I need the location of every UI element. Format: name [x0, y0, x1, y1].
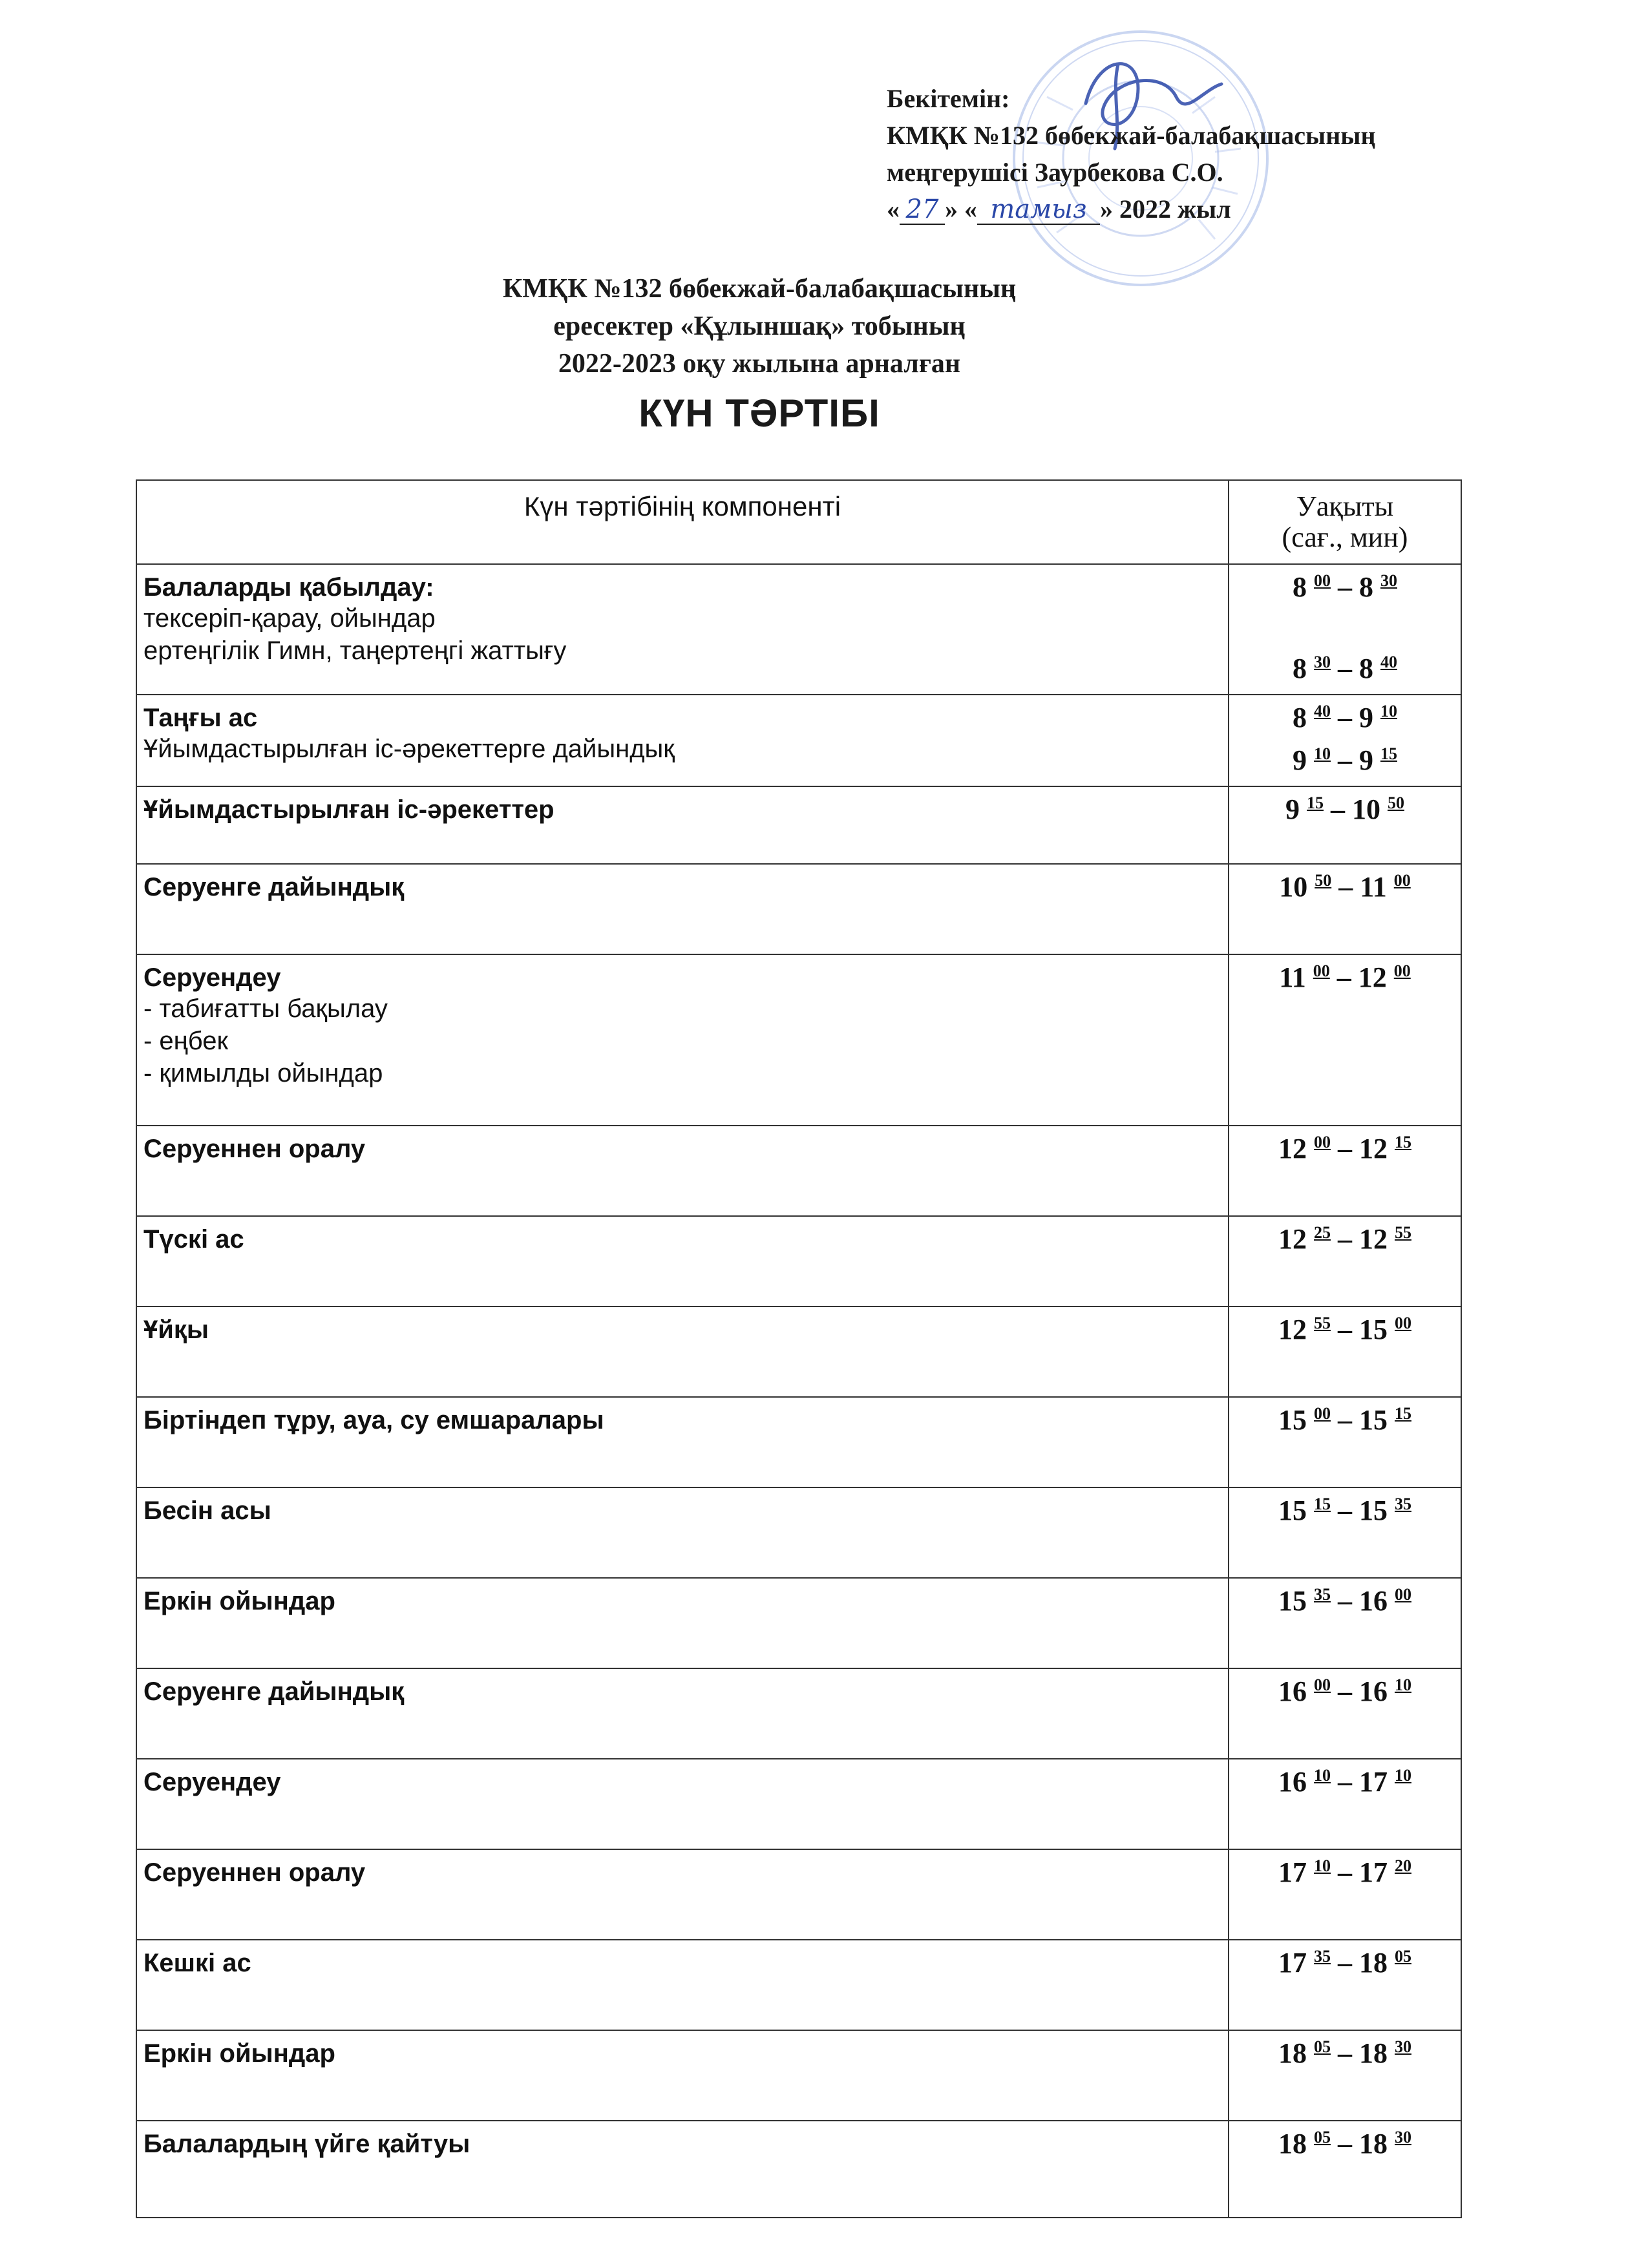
time-cell	[1229, 1487, 1461, 1578]
start-hour: 9	[1293, 744, 1307, 776]
time-cell	[1229, 1216, 1461, 1307]
activity-title: Таңғы ас	[143, 704, 258, 732]
start-hour: 12	[1278, 1133, 1307, 1164]
time-range: 17 $^{10}$ – 17 $^{20}$	[1278, 1856, 1411, 1888]
end-minute: 15	[1395, 1404, 1411, 1423]
end-hour: 8	[1359, 653, 1373, 684]
end-minute: 35	[1395, 1495, 1411, 1513]
start-hour: 16	[1278, 1766, 1307, 1798]
schedule-body	[136, 564, 1461, 2218]
start-minute: 00	[1314, 1675, 1331, 1694]
start-hour: 12	[1278, 1314, 1307, 1345]
end-minute: 50	[1388, 793, 1404, 812]
start-minute: 50	[1315, 871, 1332, 890]
end-hour: 18	[1359, 2128, 1388, 2159]
time-range: 16 $^{00}$ – 16 $^{10}$	[1278, 1675, 1411, 1707]
table-row	[136, 1216, 1461, 1307]
approval-date	[887, 191, 1617, 227]
activity-cell	[136, 564, 1229, 695]
time-range: 12 $^{00}$ – 12 $^{15}$	[1278, 1133, 1411, 1164]
activity-title: Серуеннен оралу	[143, 1135, 366, 1163]
start-minute: 15	[1307, 793, 1324, 812]
end-hour: 18	[1359, 2037, 1388, 2069]
start-minute: 00	[1314, 1133, 1331, 1151]
time-range: 9 $^{15}$ – 10 $^{50}$	[1285, 793, 1404, 825]
time-cell	[1229, 864, 1461, 954]
table-row	[136, 954, 1461, 1126]
activity-cell	[136, 786, 1229, 864]
start-minute: 15	[1314, 1495, 1331, 1513]
start-minute: 30	[1314, 653, 1331, 671]
start-minute: 00	[1313, 961, 1330, 980]
activity-cell	[136, 1578, 1229, 1668]
table-row	[136, 1668, 1461, 1759]
activity-cell	[136, 1397, 1229, 1487]
time-cell	[1229, 1307, 1461, 1397]
start-hour: 17	[1278, 1947, 1307, 1979]
time-range: 15 $^{35}$ – 16 $^{00}$	[1278, 1585, 1411, 1617]
table-row	[136, 1940, 1461, 2030]
start-hour: 15	[1278, 1404, 1307, 1436]
start-hour: 11	[1279, 961, 1306, 993]
end-minute: 10	[1380, 702, 1397, 720]
time-cell	[1229, 695, 1461, 786]
start-minute: 10	[1314, 744, 1331, 763]
document-heading	[129, 270, 1389, 439]
start-minute: 25	[1314, 1223, 1331, 1242]
time-range: 15 $^{00}$ – 15 $^{15}$	[1278, 1404, 1411, 1436]
time-range: 15 $^{15}$ – 15 $^{35}$	[1278, 1495, 1411, 1526]
activity-title: Серуеннен оралу	[143, 1858, 366, 1887]
activity-cell	[136, 954, 1229, 1126]
activity-cell	[136, 1307, 1229, 1397]
activity-cell	[136, 1487, 1229, 1578]
time-cell	[1229, 1849, 1461, 1940]
start-hour: 18	[1278, 2037, 1307, 2069]
table-row	[136, 564, 1461, 695]
time-cell	[1229, 1759, 1461, 1849]
activity-subitem: - еңбек	[143, 1027, 228, 1055]
activity-subitem: - табиғатты бақылау	[143, 994, 388, 1023]
time-cell	[1229, 564, 1461, 695]
approval-head: меңгерушісі Заурбекова С.О.	[887, 158, 1223, 187]
time-cell	[1229, 1668, 1461, 1759]
activity-subitem: Ұйымдастырылған іс-әрекеттерге дайындық	[143, 735, 675, 763]
end-minute: 10	[1395, 1766, 1411, 1785]
end-minute: 10	[1395, 1675, 1411, 1694]
start-hour: 15	[1278, 1495, 1307, 1526]
table-row	[136, 1397, 1461, 1487]
activity-title: Бесін асы	[143, 1496, 271, 1525]
activity-title: Серуендеу	[143, 1768, 281, 1796]
time-cell	[1229, 2030, 1461, 2121]
start-minute: 00	[1314, 571, 1331, 590]
approval-block	[887, 80, 1617, 227]
activity-title: Еркін ойындар	[143, 1587, 335, 1615]
time-header-line-1: Уақыты	[1296, 490, 1394, 522]
end-minute: 00	[1395, 1314, 1411, 1332]
time-range: 8 $^{40}$ – 9 $^{10}$	[1293, 702, 1397, 733]
start-hour: 8	[1293, 653, 1307, 684]
start-hour: 17	[1278, 1856, 1307, 1888]
activity-title: Ұйқы	[143, 1316, 209, 1344]
time-cell	[1229, 954, 1461, 1126]
activity-cell	[136, 1126, 1229, 1216]
start-minute: 05	[1314, 2037, 1331, 2056]
time-range: 8 $^{30}$ – 8 $^{40}$	[1293, 653, 1397, 684]
date-mid-quote: » «	[945, 194, 977, 224]
time-cell	[1229, 1397, 1461, 1487]
schedule-table	[136, 479, 1462, 2218]
table-row	[136, 786, 1461, 864]
end-minute: 00	[1393, 961, 1411, 980]
start-minute: 10	[1314, 1856, 1331, 1875]
time-range: 12 $^{25}$ – 12 $^{55}$	[1278, 1223, 1411, 1255]
time-header-line-2: (сағ., мин)	[1282, 521, 1408, 553]
end-minute: 20	[1395, 1856, 1411, 1875]
end-hour: 16	[1359, 1585, 1388, 1617]
heading-line-2: ересектер «Құлыншақ» тобының	[553, 311, 966, 341]
start-hour: 12	[1278, 1223, 1307, 1255]
start-minute: 10	[1314, 1766, 1331, 1785]
end-hour: 15	[1359, 1404, 1388, 1436]
end-hour: 10	[1352, 793, 1380, 825]
start-minute: 05	[1314, 2128, 1331, 2147]
end-hour: 16	[1359, 1675, 1388, 1707]
start-hour: 9	[1285, 793, 1300, 825]
activity-title: Ұйымдастырылған іс-әрекеттер	[143, 795, 555, 824]
time-range: 18 $^{05}$ – 18 $^{30}$	[1278, 2037, 1411, 2069]
time-range: 9 $^{10}$ – 9 $^{15}$	[1293, 744, 1397, 776]
start-minute: 35	[1314, 1947, 1331, 1966]
start-minute: 35	[1314, 1585, 1331, 1604]
end-minute: 15	[1395, 1133, 1411, 1151]
page-title: КҮН ТӘРТІБІ	[639, 392, 880, 435]
activity-title: Еркін ойындар	[143, 2039, 335, 2068]
end-hour: 9	[1359, 702, 1373, 733]
end-hour: 8	[1359, 571, 1373, 603]
end-minute: 05	[1395, 1947, 1411, 1966]
end-hour: 12	[1359, 1133, 1388, 1164]
start-minute: 55	[1314, 1314, 1331, 1332]
end-minute: 55	[1395, 1223, 1411, 1242]
end-hour: 12	[1358, 961, 1387, 993]
end-hour: 17	[1359, 1766, 1388, 1798]
table-row	[136, 2121, 1461, 2218]
approval-label: Бекітемін:	[887, 84, 1010, 113]
start-hour: 18	[1278, 2128, 1307, 2159]
end-hour: 15	[1359, 1495, 1388, 1526]
table-row	[136, 1759, 1461, 1849]
end-minute: 00	[1395, 1585, 1411, 1604]
date-day: 27	[900, 195, 945, 225]
time-cell	[1229, 2121, 1461, 2218]
activity-title: Серуенге дайындық	[143, 1677, 405, 1706]
time-range: 16 $^{10}$ – 17 $^{10}$	[1278, 1766, 1411, 1798]
activity-subitem: ертеңгілік Гимн, таңертеңгі жаттығу	[143, 636, 567, 665]
date-open-quote: «	[887, 194, 900, 224]
table-header-row	[136, 480, 1461, 564]
activity-cell	[136, 1759, 1229, 1849]
time-range: 17 $^{35}$ – 18 $^{05}$	[1278, 1947, 1411, 1979]
start-minute: 40	[1314, 702, 1331, 720]
table-row	[136, 864, 1461, 954]
date-month: тамыз	[977, 195, 1100, 225]
activity-cell	[136, 1668, 1229, 1759]
approval-organization: КМҚК №132 бөбекжай-балабақшасының	[887, 121, 1376, 150]
activity-title: Түскі ас	[143, 1225, 244, 1254]
time-range: 11 $^{00}$ – 12 $^{00}$	[1279, 961, 1411, 993]
component-column-header: Күн тәртібінің компоненті	[136, 480, 1229, 564]
time-column-header	[1229, 480, 1461, 564]
activity-title: Кешкі ас	[143, 1949, 251, 1977]
start-hour: 10	[1279, 871, 1308, 903]
end-minute: 30	[1395, 2037, 1411, 2056]
table-row	[136, 1307, 1461, 1397]
heading-line-3: 2022-2023 оқу жылына арналған	[558, 349, 961, 379]
activity-cell	[136, 1849, 1229, 1940]
activity-cell	[136, 864, 1229, 954]
end-hour: 9	[1359, 744, 1373, 776]
end-minute: 00	[1393, 871, 1411, 890]
table-row	[136, 695, 1461, 786]
time-range: 18 $^{05}$ – 18 $^{30}$	[1278, 2128, 1411, 2159]
activity-title: Балаларды қабылдау:	[143, 573, 434, 602]
time-range: 8 $^{00}$ – 8 $^{30}$	[1293, 571, 1397, 603]
heading-line-1: КМҚК №132 бөбекжай-балабақшасының	[502, 274, 1017, 304]
start-minute: 00	[1314, 1404, 1331, 1423]
end-hour: 12	[1359, 1223, 1388, 1255]
activity-subitem: тексеріп-қарау, ойындар	[143, 604, 436, 633]
end-minute: 15	[1380, 744, 1397, 763]
time-cell	[1229, 1578, 1461, 1668]
end-minute: 40	[1380, 653, 1397, 671]
activity-title: Серуендеу	[143, 963, 281, 992]
activity-cell	[136, 1940, 1229, 2030]
start-hour: 8	[1293, 571, 1307, 603]
end-minute: 30	[1380, 571, 1397, 590]
table-row	[136, 1578, 1461, 1668]
start-hour: 16	[1278, 1675, 1307, 1707]
date-year: » 2022 жыл	[1100, 194, 1231, 224]
activity-cell	[136, 2030, 1229, 2121]
activity-title: Серуенге дайындық	[143, 873, 405, 901]
activity-title: Балалардың үйге қайтуы	[143, 2130, 470, 2158]
activity-title: Біртіндеп тұру, ауа, су емшаралары	[143, 1406, 604, 1434]
table-row	[136, 1487, 1461, 1578]
start-hour: 15	[1278, 1585, 1307, 1617]
activity-cell	[136, 2121, 1229, 2218]
time-cell	[1229, 1940, 1461, 2030]
activity-cell	[136, 695, 1229, 786]
end-hour: 17	[1359, 1856, 1388, 1888]
end-minute: 30	[1395, 2128, 1411, 2147]
table-row	[136, 1849, 1461, 1940]
time-cell	[1229, 786, 1461, 864]
time-cell	[1229, 1126, 1461, 1216]
table-row	[136, 2030, 1461, 2121]
end-hour: 11	[1360, 871, 1387, 903]
end-hour: 18	[1359, 1947, 1388, 1979]
activity-cell	[136, 1216, 1229, 1307]
table-row	[136, 1126, 1461, 1216]
start-hour: 8	[1293, 702, 1307, 733]
activity-subitem: - қимылды ойындар	[143, 1059, 383, 1087]
time-range: 10 $^{50}$ – 11 $^{00}$	[1279, 871, 1411, 903]
end-hour: 15	[1359, 1314, 1388, 1345]
time-range: 12 $^{55}$ – 15 $^{00}$	[1278, 1314, 1411, 1345]
